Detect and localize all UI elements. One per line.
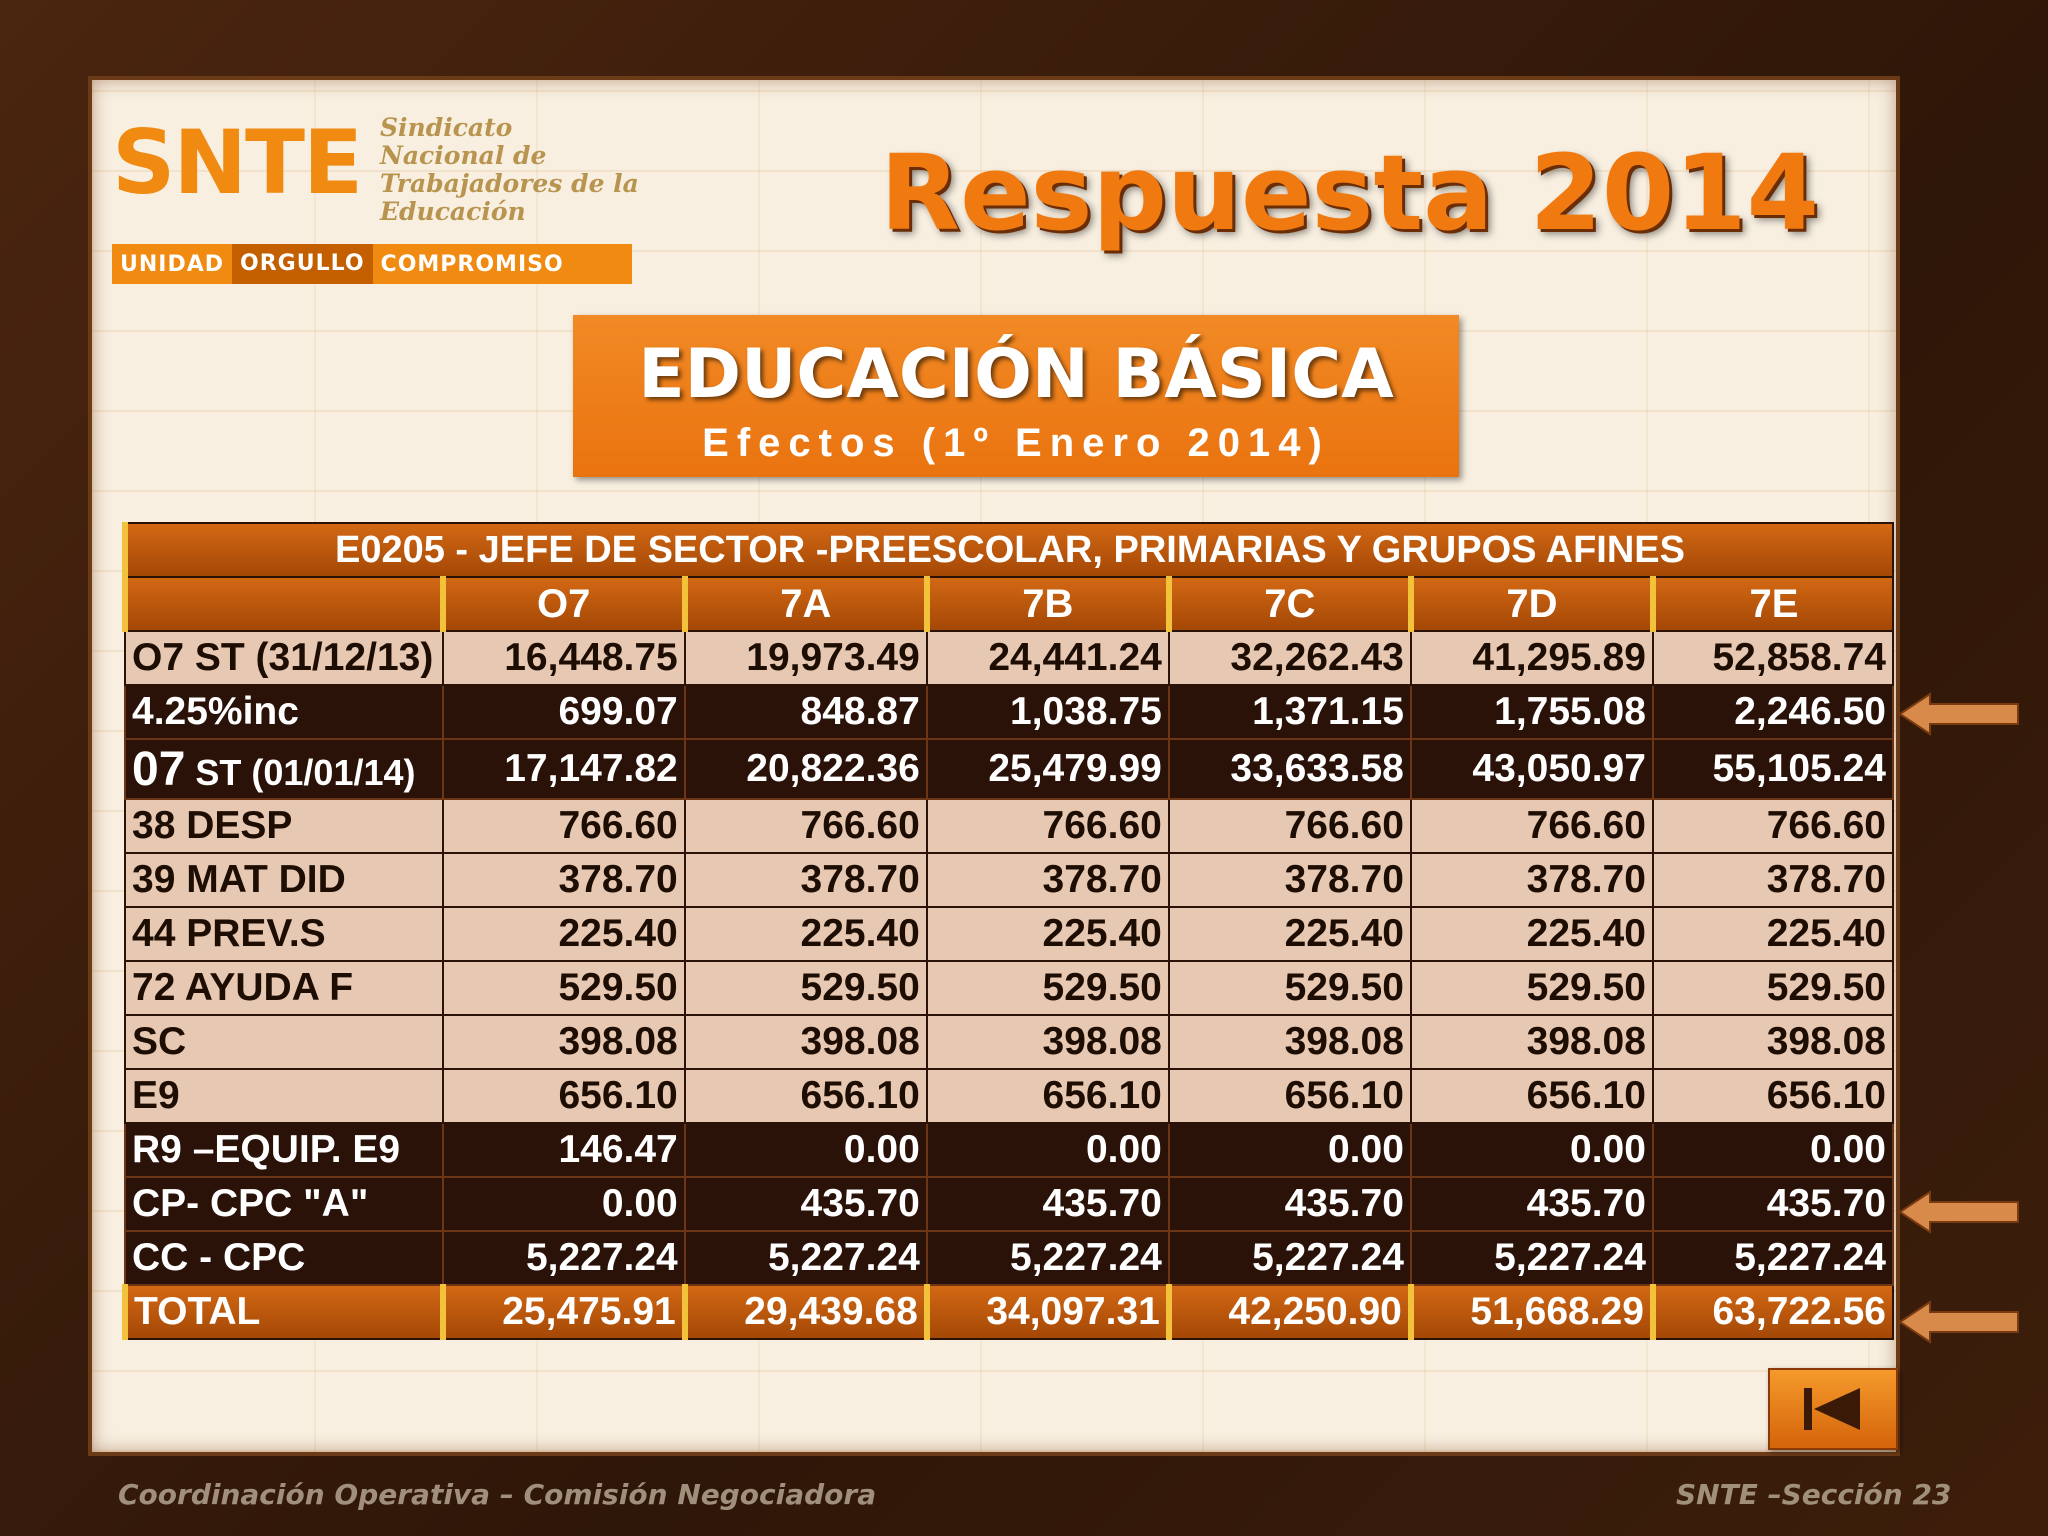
table-cell: 5,227.24 xyxy=(927,1231,1169,1285)
table-header-row xyxy=(125,577,1893,631)
logo-line-3: Trabajadores de la xyxy=(380,169,639,198)
table-row xyxy=(125,907,1893,961)
logo-motto-bar xyxy=(112,244,632,284)
footer-left: Coordinación Operativa – Comisión Negociadora xyxy=(118,1478,877,1511)
table-cell: 435.70 xyxy=(685,1177,927,1231)
table-cell: 29,439.68 xyxy=(685,1285,927,1339)
table-cell: 2,246.50 xyxy=(1653,685,1893,739)
table-cell: 529.50 xyxy=(443,961,685,1015)
row-label: O7 ST (31/12/13) xyxy=(125,631,443,685)
skip-back-icon xyxy=(1798,1384,1868,1434)
table-cell: 33,633.58 xyxy=(1169,739,1411,799)
table-cell: 435.70 xyxy=(927,1177,1169,1231)
table-cell: 766.60 xyxy=(685,799,927,853)
table-cell: 0.00 xyxy=(1411,1123,1653,1177)
logo-line-2: Nacional de xyxy=(380,141,547,170)
table-cell: 5,227.24 xyxy=(1411,1231,1653,1285)
table-row xyxy=(125,685,1893,739)
table-cell: 63,722.56 xyxy=(1653,1285,1893,1339)
table-cell: 20,822.36 xyxy=(685,739,927,799)
table-cell: 398.08 xyxy=(927,1015,1169,1069)
table-cell: 529.50 xyxy=(685,961,927,1015)
logo-text xyxy=(380,114,640,226)
table-cell: 0.00 xyxy=(1653,1123,1893,1177)
table-cell: 848.87 xyxy=(685,685,927,739)
arrow-left-icon xyxy=(1900,1190,2020,1234)
table-cell: 766.60 xyxy=(443,799,685,853)
table-cell: 378.70 xyxy=(443,853,685,907)
table-cell: 225.40 xyxy=(443,907,685,961)
table-row xyxy=(125,961,1893,1015)
footer-right: SNTE –Sección 23 xyxy=(1676,1478,1952,1511)
table-cell: 398.08 xyxy=(1653,1015,1893,1069)
table-row xyxy=(125,739,1893,799)
table-cell: 52,858.74 xyxy=(1653,631,1893,685)
row-label: 39 MAT DID xyxy=(125,853,443,907)
table-cell: 0.00 xyxy=(443,1177,685,1231)
table-row xyxy=(125,1177,1893,1231)
row-label: 72 AYUDA F xyxy=(125,961,443,1015)
table-cell: 378.70 xyxy=(685,853,927,907)
table-cell: 24,441.24 xyxy=(927,631,1169,685)
table-row xyxy=(125,1231,1893,1285)
table-cell: 656.10 xyxy=(443,1069,685,1123)
logo-mark: SNTE xyxy=(112,111,362,214)
motto-compromiso: COMPROMISO xyxy=(380,251,564,277)
column-header-empty xyxy=(125,577,443,631)
table-cell: 5,227.24 xyxy=(685,1231,927,1285)
table-cell: 378.70 xyxy=(1653,853,1893,907)
table-cell: 1,038.75 xyxy=(927,685,1169,739)
row-label: CP- CPC "A" xyxy=(125,1177,443,1231)
column-header: 7C xyxy=(1169,577,1411,631)
row-label: 44 PREV.S xyxy=(125,907,443,961)
row-label: TOTAL xyxy=(125,1285,443,1339)
table-cell: 766.60 xyxy=(1169,799,1411,853)
table-cell: 378.70 xyxy=(1169,853,1411,907)
table-row xyxy=(125,1015,1893,1069)
table-cell: 34,097.31 xyxy=(927,1285,1169,1339)
row-label-prefix: 07 xyxy=(132,742,186,796)
logo-line-4: Educación xyxy=(380,197,526,226)
table-row xyxy=(125,1069,1893,1123)
column-header: 7E xyxy=(1653,577,1893,631)
row-label: E9 xyxy=(125,1069,443,1123)
section-subtitle: Efectos (1º Enero 2014) xyxy=(702,421,1330,465)
table-cell: 225.40 xyxy=(1169,907,1411,961)
table-cell: 5,227.24 xyxy=(1653,1231,1893,1285)
column-header: O7 xyxy=(443,577,685,631)
table-cell: 529.50 xyxy=(1653,961,1893,1015)
table-cell: 435.70 xyxy=(1653,1177,1893,1231)
table-cell: 529.50 xyxy=(927,961,1169,1015)
table-cell: 17,147.82 xyxy=(443,739,685,799)
row-label xyxy=(125,739,443,799)
row-label: R9 –EQUIP. E9 xyxy=(125,1123,443,1177)
table-cell: 42,250.90 xyxy=(1169,1285,1411,1339)
page-title: Respuesta 2014 xyxy=(880,132,1819,254)
table-cell: 766.60 xyxy=(927,799,1169,853)
section-title: EDUCACIÓN BÁSICA xyxy=(638,335,1394,414)
table-cell: 766.60 xyxy=(1653,799,1893,853)
table-cell: 0.00 xyxy=(685,1123,927,1177)
table-cell: 25,475.91 xyxy=(443,1285,685,1339)
table-cell: 41,295.89 xyxy=(1411,631,1653,685)
motto-orgullo: ORGULLO xyxy=(232,244,373,284)
table-cell: 398.08 xyxy=(443,1015,685,1069)
logo-line-1: Sindicato xyxy=(380,113,513,142)
table-cell: 32,262.43 xyxy=(1169,631,1411,685)
table-row xyxy=(125,631,1893,685)
table-cell: 0.00 xyxy=(1169,1123,1411,1177)
row-label: SC xyxy=(125,1015,443,1069)
table-cell: 766.60 xyxy=(1411,799,1653,853)
row-label: 4.25%inc xyxy=(125,685,443,739)
column-header: 7D xyxy=(1411,577,1653,631)
row-label: 38 DESP xyxy=(125,799,443,853)
table-cell: 435.70 xyxy=(1411,1177,1653,1231)
table-cell: 398.08 xyxy=(685,1015,927,1069)
first-slide-button[interactable] xyxy=(1768,1368,1898,1450)
table-cell: 656.10 xyxy=(1169,1069,1411,1123)
table-row xyxy=(125,1285,1893,1339)
column-header: 7A xyxy=(685,577,927,631)
table-cell: 0.00 xyxy=(927,1123,1169,1177)
arrow-left-icon xyxy=(1900,692,2020,736)
table-cell: 25,479.99 xyxy=(927,739,1169,799)
table-cell: 656.10 xyxy=(1411,1069,1653,1123)
table-cell: 529.50 xyxy=(1169,961,1411,1015)
table-cell: 1,755.08 xyxy=(1411,685,1653,739)
table-cell: 43,050.97 xyxy=(1411,739,1653,799)
table-cell: 378.70 xyxy=(1411,853,1653,907)
table-caption: E0205 - JEFE DE SECTOR -PREESCOLAR, PRIMARIAS Y GRUPOS AFINES xyxy=(125,523,1893,577)
table-caption-row xyxy=(125,523,1893,577)
table-cell: 378.70 xyxy=(927,853,1169,907)
table-cell: 435.70 xyxy=(1169,1177,1411,1231)
table-row xyxy=(125,853,1893,907)
table-cell: 1,371.15 xyxy=(1169,685,1411,739)
table-cell: 16,448.75 xyxy=(443,631,685,685)
motto-unidad: UNIDAD xyxy=(120,251,225,277)
table-cell: 19,973.49 xyxy=(685,631,927,685)
table-cell: 398.08 xyxy=(1169,1015,1411,1069)
table-cell: 656.10 xyxy=(1653,1069,1893,1123)
snte-logo xyxy=(112,108,639,288)
section-box xyxy=(573,315,1459,477)
row-label: CC - CPC xyxy=(125,1231,443,1285)
table-cell: 398.08 xyxy=(1411,1015,1653,1069)
table-row xyxy=(125,799,1893,853)
arrow-left-icon xyxy=(1900,1300,2020,1344)
table-cell: 5,227.24 xyxy=(1169,1231,1411,1285)
table-cell: 529.50 xyxy=(1411,961,1653,1015)
table-cell: 146.47 xyxy=(443,1123,685,1177)
table-cell: 656.10 xyxy=(927,1069,1169,1123)
table-cell: 51,668.29 xyxy=(1411,1285,1653,1339)
table-cell: 5,227.24 xyxy=(443,1231,685,1285)
row-label-suffix: ST (01/01/14) xyxy=(185,751,416,793)
table-cell: 225.40 xyxy=(685,907,927,961)
table-cell: 699.07 xyxy=(443,685,685,739)
table-cell: 55,105.24 xyxy=(1653,739,1893,799)
table-row xyxy=(125,1123,1893,1177)
table-cell: 225.40 xyxy=(1411,907,1653,961)
salary-table xyxy=(122,522,1894,1340)
table-cell: 225.40 xyxy=(927,907,1169,961)
table-cell: 225.40 xyxy=(1653,907,1893,961)
column-header: 7B xyxy=(927,577,1169,631)
table-cell: 656.10 xyxy=(685,1069,927,1123)
